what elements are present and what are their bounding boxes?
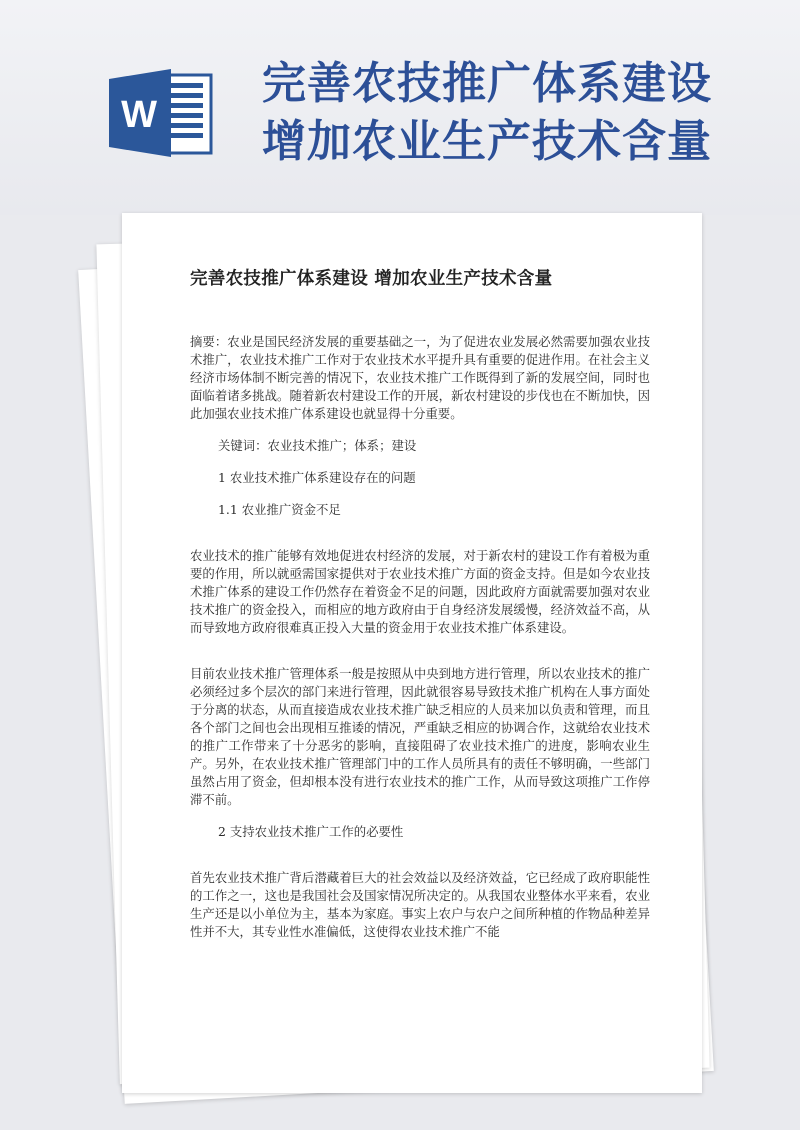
section-heading-2: 2 支持农业技术推广工作的必要性 — [218, 824, 404, 839]
banner-title-line2: 增加农业生产技术含量 — [262, 116, 712, 167]
word-document-icon — [109, 69, 213, 157]
section-heading-1-1: 1.1 农业推广资金不足 — [218, 502, 341, 517]
banner-title-line1: 完善农技推广体系建设 — [262, 58, 712, 109]
keywords-line: 关键词：农业技术推广；体系；建设 — [218, 438, 417, 453]
document-body — [190, 270, 650, 941]
banner-title — [262, 55, 782, 171]
svg-text:W: W — [121, 94, 157, 136]
section-heading-1: 1 农业技术推广体系建设存在的问题 — [218, 470, 416, 485]
body-paragraph-1: 农业技术的推广能够有效地促进农村经济的发展，对于新农村的建设工作有着极为重要的作用，所以就亟需国家提供对于农业技术推广方面的资金支持。但是如今农业技术推广体系的建设工作仍然存在着资金不足的问题，因此政府方面就需要加强对农业技术推广的资金投入，而相应的地方政府由于自身经济发展缓慢，经济效益不高，从而导致地方政府很难真正投入大量的资金用于农业技术推广体系建设。 — [190, 548, 650, 635]
abstract-paragraph: 摘要：农业是国民经济发展的重要基础之一，为了促进农业发展必然需要加强农业技术推广，农业技术推广工作对于农业技术水平提升具有重要的促进作用。在社会主义经济市场体制不断完善的情况下，农业技术推广工作既得到了新的发展空间，同时也面临着诸多挑战。随着新农村建设工作的开展，新农村建设的步伐也在不断加快，因此加强农业技术推广体系建设也就显得十分重要。 — [190, 334, 650, 421]
body-paragraph-2: 目前农业技术推广管理体系一般是按照从中央到地方进行管理，所以农业技术的推广必须经过多个层次的部门来进行管理，因此就很容易导致技术推广机构在人事方面处于分离的状态，从而直接造成农业技术推广缺乏相应的人员来加以负责和管理，而且各个部门之间也会出现相互推诿的情况，严重缺乏相应的协调合作，这就给农业技术的推广工作带来了十分恶劣的影响，直接阻碍了农业技术推广的进度，影响农业生产。另外，在农业技术推广管理部门中的工作人员所具有的责任不够明确，一些部门虽然占用了资金，但却根本没有进行农业技术的推广工作，从而导致这项推广工作停滞不前。 — [190, 666, 650, 807]
body-paragraph-3: 首先农业技术推广背后潜藏着巨大的社会效益以及经济效益，它已经成了政府职能性的工作之一，这也是我国社会及国家情况所决定的。从我国农业整体水平来看，农业生产还是以小单位为主，基本为家庭。事实上农户与农户之间所种植的作物品种差异性并不大，其专业性水准偏低，这使得农业技术推广不能 — [190, 870, 650, 939]
document-title: 完善农技推广体系建设 增加农业生产技术含量 — [190, 269, 553, 289]
